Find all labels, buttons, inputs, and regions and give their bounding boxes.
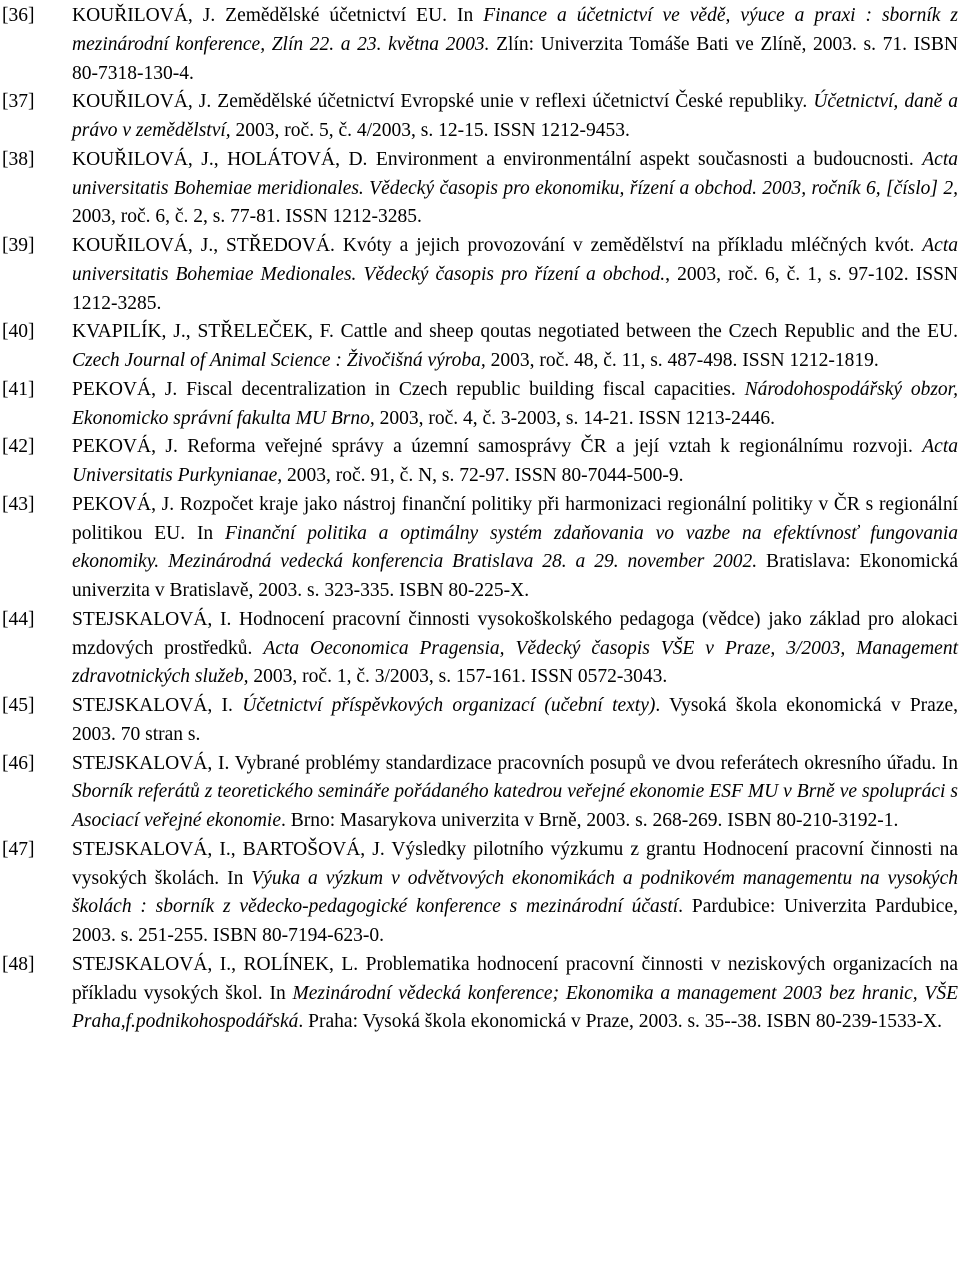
reference-text: [72, 951, 958, 1037]
reference-text-segment: 2003, roč. 91, č. N, s. 72-97. ISSN 80-7044-500-9.: [282, 465, 684, 486]
reference-text-segment: , 2003, roč. 6, č. 1, s. 97-102. ISSN 1212-3285.: [72, 263, 958, 314]
reference-entry: [0, 836, 960, 951]
reference-text: [72, 692, 958, 750]
reference-number: [37]: [2, 91, 35, 113]
reference-number: [48]: [2, 953, 35, 975]
reference-number: [42]: [2, 436, 35, 458]
reference-text-segment: KOUŘILOVÁ, J., STŘEDOVÁ. Kvóty a jejich provozování v zemědělství na příkladu mléčných kvót.: [72, 235, 923, 256]
reference-text: [72, 2, 958, 88]
reference-number: [44]: [2, 608, 35, 630]
reference-text-segment: PEKOVÁ, J. Reforma veřejné správy a územní samosprávy ČR a její vztah k regionálnímu rozvoji.: [72, 436, 923, 458]
reference-entry: [0, 951, 960, 1037]
reference-entry: [0, 232, 960, 318]
reference-text-segment: KOUŘILOVÁ, J. Zemědělské účetnictví EU. In: [72, 5, 484, 26]
reference-number: [45]: [2, 695, 35, 716]
reference-text: [72, 88, 958, 146]
reference-source-title: Acta universitatis Bohemiae Medionales. Vědecký časopis pro řízení a obchod.: [72, 235, 958, 285]
reference-source-title: Finanční politika a optimálny systém zdaňovania vo vazbe na efektívnosť fungovania ekonomiky. Mezinárodná vedecká konferencia Bratislava 28. a 29. november 2002.: [72, 522, 958, 573]
reference-text-segment: 2003, roč. 1, č. 3/2003, s. 157-161. ISSN 0572-3043.: [248, 666, 668, 688]
reference-text: [72, 606, 958, 692]
reference-text: [72, 836, 958, 951]
reference-number: [40]: [2, 321, 35, 343]
reference-text-segment: . Vysoká škola ekonomická v Praze, 2003. 70 stran s.: [72, 695, 959, 745]
reference-text-segment: STEJSKALOVÁ, I. Hodnocení pracovní činnosti vysokoškolského pedagoga (vědce) jako základ pro alokaci mzdových prostředků.: [72, 608, 958, 659]
reference-source-title: Mezinárodní vědecká konference; Ekonomika a management 2003 bez hranic, VŠE Praha,f.podnikohospodářská: [72, 982, 958, 1033]
reference-source-title: Czech Journal of Animal Science : Živočišná výroba,: [72, 350, 486, 371]
reference-number: [41]: [2, 378, 35, 400]
reference-text-segment: . Praha: Vysoká škola ekonomická v Praze, 2003. s. 35--38. ISBN 80-239-1533-X.: [298, 1011, 943, 1033]
reference-number: [36]: [2, 5, 35, 26]
reference-source-title: Výuka a výzkum v odvětvových ekonomikách a podnikovém managementu na vysokých školách : sborník z vědecko-pedagogické konference s mezinárodní účastí: [72, 867, 958, 918]
reference-entry: [0, 146, 960, 232]
reference-entry: [0, 750, 960, 836]
reference-text-segment: KOUŘILOVÁ, J. Zemědělské účetnictví Evropské unie v reflexi účetnictví České republiky.: [72, 91, 814, 113]
reference-text-segment: Zlín: Univerzita Tomáše Bati ve Zlíně, 2003. s. 71. ISBN 80-7318-130-4.: [72, 33, 958, 84]
reference-text: [72, 491, 958, 606]
reference-entry: [0, 318, 960, 376]
reference-entry: [0, 491, 960, 606]
reference-entry: [0, 376, 960, 434]
reference-source-title: Národohospodářský obzor, Ekonomicko správní fakulta MU Brno,: [72, 378, 958, 429]
reference-number: [47]: [2, 838, 35, 860]
reference-number: [46]: [2, 752, 35, 774]
reference-text-segment: STEJSKALOVÁ, I.: [72, 695, 243, 716]
reference-number: [43]: [2, 493, 35, 515]
reference-text-segment: KOUŘILOVÁ, J., HOLÁTOVÁ, D. Environment a environmentální aspekt současnosti a budoucnosti.: [72, 148, 923, 170]
reference-text-segment: . Pardubice: Univerzita Pardubice, 2003. s. 251-255. ISBN 80-7194-623-0.: [72, 896, 958, 946]
reference-number: [38]: [2, 148, 35, 170]
reference-text-segment: 2003, roč. 6, č. 2, s. 77-81. ISSN 1212-3285.: [72, 206, 422, 228]
reference-number: [39]: [2, 235, 35, 256]
reference-text: [72, 433, 958, 491]
reference-entry: [0, 2, 960, 88]
reference-entry: [0, 88, 960, 146]
reference-entry: [0, 606, 960, 692]
reference-text-segment: . Brno: Masarykova univerzita v Brně, 2003. s. 268-269. ISBN 80-210-3192-1.: [281, 810, 899, 831]
reference-text-segment: STEJSKALOVÁ, I., BARTOŠOVÁ, J. Výsledky pilotního výzkumu z grantu Hodnocení pracovní činnosti na vysokých školách. In: [72, 838, 958, 889]
reference-source-title: Sborník referátů z teoretického semináře pořádaného katedrou veřejné ekonomie ESF MU v Brně ve spolupráci s Asociací veřejné ekonomie: [72, 781, 958, 831]
reference-text: [72, 146, 958, 232]
reference-text-segment: Bratislava: Ekonomická univerzita v Bratislavě, 2003. s. 323-335. ISBN 80-225-X.: [72, 551, 958, 601]
reference-text: [72, 376, 958, 434]
reference-source-title: Finance a účetnictví ve vědě, výuce a praxi : sborník z mezinárodní konference, Zlín 22. a 23. května 2003.: [72, 5, 958, 55]
reference-text-segment: 2003, roč. 5, č. 4/2003, s. 12-15. ISSN 1212-9453.: [230, 120, 630, 141]
reference-entry: [0, 692, 960, 750]
reference-text-segment: KVAPILÍK, J., STŘELEČEK, F. Cattle and sheep qoutas negotiated between the Czech Republic and the EU.: [72, 321, 958, 343]
reference-source-title: Acta universitatis Bohemiae meridionales. Vědecký časopis pro ekonomiku, řízení a obchod. 2003, ročník 6, [číslo] 2,: [72, 148, 958, 199]
reference-source-title: Acta Universitatis Purkynianae,: [72, 436, 958, 486]
reference-source-title: Účetnictví příspěvkových organizací (učební texty): [242, 695, 656, 716]
reference-text-segment: 2003, roč. 4, č. 3-2003, s. 14-21. ISSN 1213-2446.: [374, 407, 776, 429]
reference-text-segment: 2003, roč. 48, č. 11, s. 487-498. ISSN 1212-1819.: [485, 350, 879, 371]
reference-source-title: Acta Oeconomica Pragensia, Vědecký časopis VŠE v Praze, 3/2003, Management zdravotnických služeb,: [72, 637, 958, 688]
reference-text: [72, 750, 958, 836]
reference-text: [72, 318, 958, 376]
reference-text-segment: PEKOVÁ, J. Rozpočet kraje jako nástroj finanční politiky při harmonizaci regionální politiky v ČR s regionální politikou EU. In: [72, 493, 958, 544]
reference-source-title: Účetnictví, daně a právo v zemědělství,: [72, 91, 959, 141]
reference-entry: [0, 433, 960, 491]
reference-text-segment: PEKOVÁ, J. Fiscal decentralization in Czech republic building fiscal capacities.: [72, 378, 745, 400]
reference-text-segment: STEJSKALOVÁ, I. Vybrané problémy standardizace pracovních posupů ve dvou referátech okresního úřadu. In: [72, 752, 958, 774]
reference-text-segment: STEJSKALOVÁ, I., ROLÍNEK, L. Problematika hodnocení pracovní činnosti v neziskových organizacích na příkladu vysokých škol. In: [72, 953, 958, 1004]
reference-text: [72, 232, 958, 318]
